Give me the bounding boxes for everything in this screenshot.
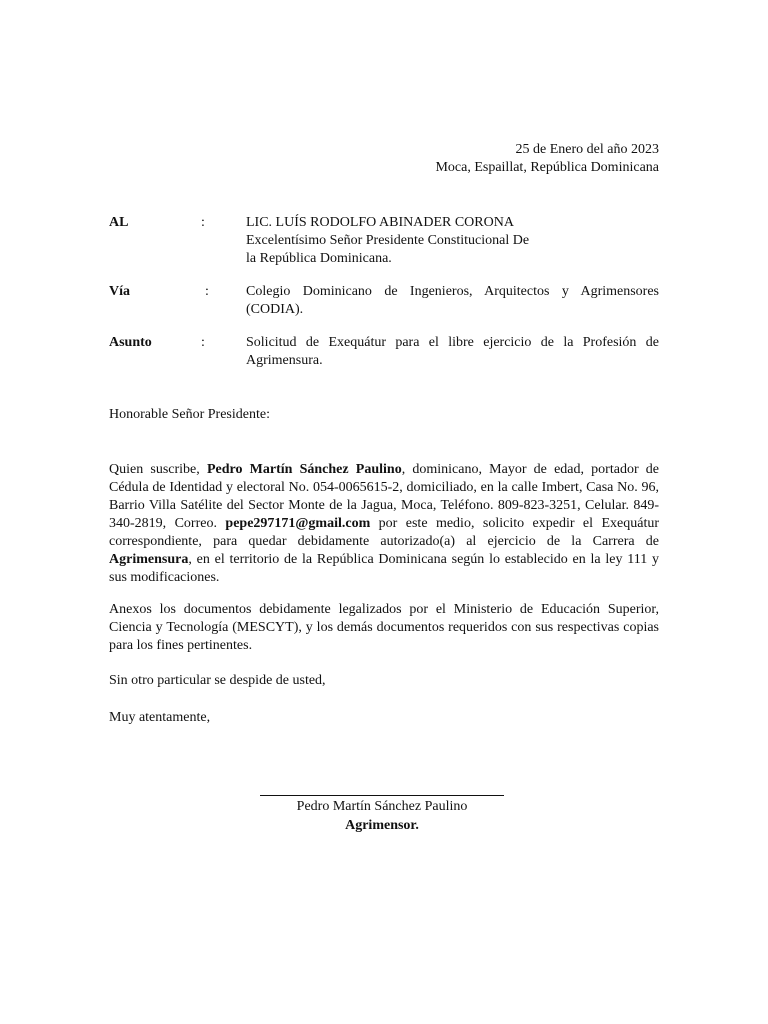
header-al-value [246,214,659,268]
header-asunto-value: Solicitud de Exequátur para el libre ejercicio de la Profesión de Agrimensura. [246,335,659,368]
applicant-email: pepe297171@gmail.com [225,516,371,531]
recipient-title: Excelentísimo Señor Presidente Constitucional De [246,233,530,248]
career-name: Agrimensura [109,552,189,567]
header-via [109,283,659,319]
header-via-colon: : [205,284,209,299]
header-asunto-label: Asunto [109,335,152,350]
signature-name: Pedro Martín Sánchez Paulino [296,799,468,814]
p1-request: por este medio, solicito expedir el Exequátur correspondiente, para quedar debidamente autorizado(a) al ejercicio de la Carrera de [109,516,659,549]
p1-details: , dominicano, Mayor de edad, portador de Cédula de Identidad y electoral No. 054-0065615-2, domiciliado, en la calle Imbert, Casa No. 96, Barrio Villa Satélite del Sector Monte de la Jagua, Moca, Teléfono. 809-823-3251, Celular. 849-340-2819, Correo. [109,462,659,531]
letter-date: 25 de Enero del año 2023 [515,142,659,157]
signature-line [260,795,504,796]
recipient-name: LIC. LUÍS RODOLFO ABINADER CORONA [246,215,514,230]
greeting: Honorable Señor Presidente: [109,407,270,422]
body-paragraph-3: Sin otro particular se despide de usted, [109,673,326,688]
header-al-label: AL [109,215,129,230]
recipient-title-cont: la República Dominicana. [246,251,392,266]
letter-place: Moca, Espaillat, República Dominicana [435,160,659,175]
body-paragraph-2: Anexos los documentos debidamente legalizados por el Ministerio de Educación Superior, Ciencia y Tecnología (MESCYT), y los demás documentos requeridos con sus respectivas copias para los fines pertinentes. [109,602,659,653]
applicant-name: Pedro Martín Sánchez Paulino [206,462,402,477]
header-via-value: Colegio Dominicano de Ingenieros, Arquitectos y Agrimensores (CODIA). [246,284,659,317]
date-place-block [435,141,659,177]
signature-title: Agrimensor. [345,818,419,833]
header-asunto [109,334,659,370]
header-asunto-colon: : [201,335,205,350]
body-paragraph-1 [109,461,659,587]
p1-closing: , en el territorio de la República Dominicana según lo establecido en la ley 111 y sus modificaciones. [109,552,659,585]
header-al-colon: : [201,215,205,230]
p1-intro: Quien suscribe, [109,462,207,477]
closing-salutation: Muy atentamente, [109,710,211,725]
header-al [109,214,659,270]
header-via-label: Vía [109,284,130,299]
